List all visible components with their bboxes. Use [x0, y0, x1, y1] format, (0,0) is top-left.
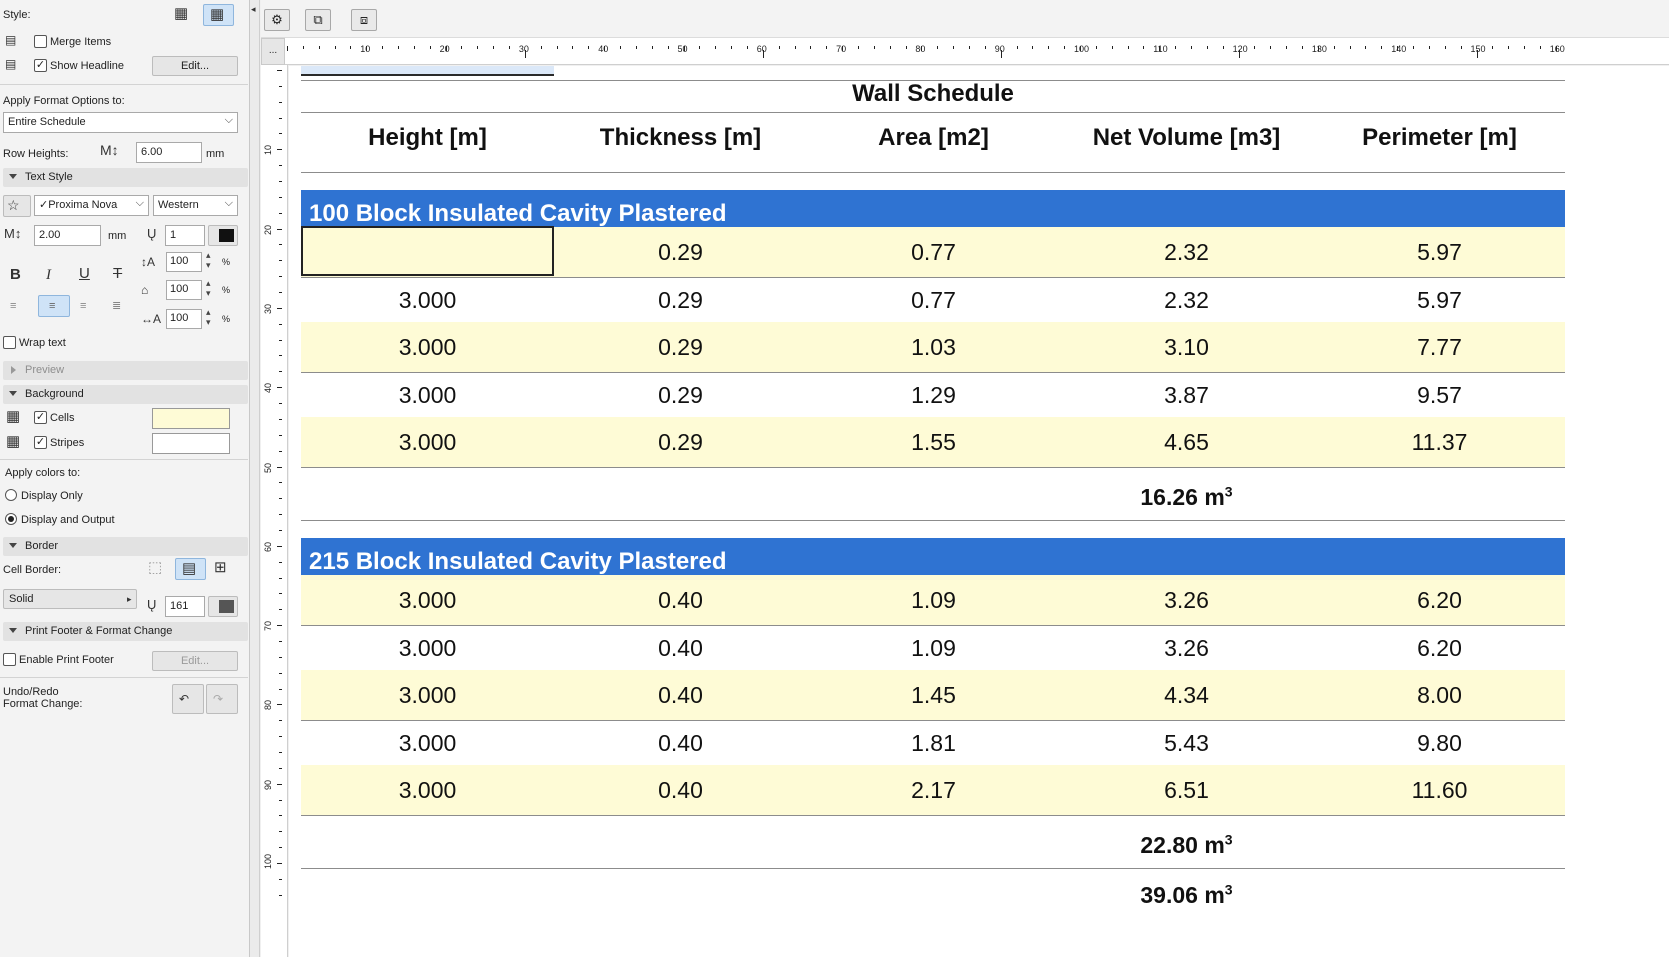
table-icon: ▦ [174, 5, 189, 22]
scale-spacing-input[interactable]: 100 [166, 309, 202, 329]
panel-collapse-handle[interactable] [250, 0, 260, 957]
print-footer-section-label: Print Footer & Format Change [25, 625, 173, 637]
preview-section-label: Preview [25, 364, 65, 376]
ruler-label: 100 [263, 853, 273, 869]
ruler-label: 60 [756, 44, 767, 54]
table-cell[interactable]: 3.26 [1164, 587, 1209, 613]
header-perimeter: Perimeter [m] [1362, 124, 1517, 151]
table-cell[interactable]: 3.26 [1164, 634, 1209, 661]
table-cell[interactable]: 0.40 [658, 777, 703, 804]
select-elements-button[interactable] [351, 9, 377, 31]
chevron-right-icon: ▸ [127, 594, 132, 604]
ruler-label: 50 [263, 462, 273, 473]
preview-section[interactable] [3, 361, 248, 380]
star-icon: ☆ [7, 197, 20, 213]
strikethrough-button[interactable]: T [113, 265, 123, 282]
char-spacing-icon: ↔A [141, 312, 162, 326]
place-icon: ⧉ [313, 12, 323, 27]
table-cell[interactable]: 1.03 [911, 334, 956, 361]
table-cell[interactable]: 5.97 [1417, 286, 1462, 313]
line-type-dropdown[interactable]: Solid [3, 589, 137, 609]
merge-items-checkbox[interactable] [34, 35, 47, 48]
ruler-label: 110 [1153, 44, 1168, 54]
row-heights-input[interactable]: 6.00 [136, 142, 202, 163]
scale-height-spinner[interactable] [206, 253, 214, 272]
redo-icon: ↷ [213, 692, 224, 706]
table-row[interactable] [301, 370, 1565, 420]
border-pen-icon: Ų [147, 597, 157, 612]
gear-icon: ⚙ [271, 12, 283, 27]
table-cell[interactable]: 3.000 [398, 682, 457, 709]
table-row[interactable] [301, 575, 1565, 625]
table-cell[interactable]: 11.37 [1411, 429, 1468, 456]
ruler-label: 40 [263, 383, 273, 394]
ruler-label: 30 [518, 44, 529, 54]
ruler-label: 120 [1232, 44, 1248, 54]
pen-icon: Ų [147, 226, 157, 241]
row-heights-unit: mm [206, 148, 225, 160]
underline-button[interactable]: U [79, 265, 90, 282]
table-cell[interactable]: 0.40 [658, 634, 703, 661]
ruler-label: 20 [439, 44, 450, 54]
table-cell[interactable]: 11.60 [1411, 777, 1468, 804]
percent-label-2: % [222, 285, 231, 295]
ruler-label: 160 [1549, 44, 1565, 54]
table-row[interactable] [301, 623, 1565, 673]
table-cell[interactable]: 3.10 [1164, 334, 1209, 361]
ruler-label: 70 [263, 621, 273, 632]
background-section-label: Background [25, 388, 84, 400]
table-row[interactable] [301, 765, 1565, 815]
merge-items-icon: ▤ [5, 33, 17, 47]
enable-print-footer-checkbox[interactable] [3, 653, 16, 666]
print-footer-section[interactable] [3, 622, 248, 641]
stripes-color-swatch[interactable] [152, 433, 230, 454]
table-cell[interactable]: 3.000 [398, 381, 457, 408]
stripes-label: Stripes [50, 437, 85, 449]
format-options-panel [0, 0, 250, 957]
table-cell[interactable]: 0.77 [911, 286, 956, 313]
cells-grid-icon: ▦ [6, 408, 21, 425]
vertical-ruler [261, 65, 288, 957]
table-cell[interactable]: 3.87 [1164, 381, 1209, 408]
grand-total-volume: 39.06 $m^3$ [1140, 881, 1233, 908]
pen-number-input[interactable]: 1 [165, 225, 205, 246]
table-cell[interactable]: 9.80 [1417, 729, 1462, 756]
ruler-label: 90 [994, 44, 1005, 54]
table-cell[interactable]: 1.55 [911, 429, 956, 456]
text-size-input[interactable]: 2.00 [34, 225, 101, 246]
text-style-section-label: Text Style [25, 171, 73, 183]
table-grid-icon: ▦ [210, 6, 225, 23]
cells-color-swatch[interactable] [152, 408, 230, 429]
show-headline-label: Show Headline [50, 60, 124, 72]
favorite-style-button[interactable] [3, 195, 31, 217]
border-none-icon: ⬚ [148, 559, 163, 576]
header-height: Height [m] [368, 124, 487, 151]
merge-items-label: Merge Items [50, 36, 112, 48]
table-row[interactable] [301, 275, 1565, 325]
ruler-label: 90 [263, 779, 273, 790]
align-justify-icon[interactable]: ≣ [112, 300, 122, 312]
align-right-icon[interactable]: ≡ [80, 300, 87, 312]
table-cell[interactable]: 1.81 [911, 729, 956, 756]
schedule-canvas [289, 66, 1669, 957]
font-dropdown[interactable]: ✓Proxima Nova ⌵ [34, 195, 149, 216]
undo-format-button[interactable] [172, 684, 204, 714]
percent-label-3: % [222, 314, 231, 324]
ruler-label: 80 [915, 44, 926, 54]
column-tab[interactable] [301, 66, 554, 76]
horizontal-ruler [261, 38, 1669, 65]
table-cell[interactable]: 0.29 [658, 429, 703, 456]
table-cell[interactable]: 2.32 [1164, 239, 1209, 265]
border-color-button[interactable] [208, 596, 238, 617]
ruler-label: 100 [1074, 44, 1090, 54]
display-only-radio[interactable] [5, 489, 17, 501]
ruler-label: 10 [360, 44, 371, 54]
table-cell[interactable]: 3.000 [398, 587, 457, 613]
ruler-corner-button[interactable]: ... [261, 38, 285, 65]
format-change-label: Format Change: [3, 698, 83, 710]
collapse-arrow-icon: ◂ [251, 4, 256, 14]
group2-total-volume: 22.80 $m^3$ [1140, 831, 1233, 858]
schedule-toolbar [261, 0, 1669, 38]
style-plain-button[interactable] [168, 4, 199, 26]
table-cell[interactable]: 3.000 [398, 777, 457, 804]
table-row[interactable] [301, 670, 1565, 720]
cells-checkbox[interactable]: ✓ [35, 411, 46, 423]
script-dropdown[interactable]: Western ⌵ [153, 195, 238, 216]
group-name: 100 Block Insulated Cavity Plastered [309, 200, 727, 227]
table-cell[interactable]: 0.29 [658, 239, 703, 265]
table-cell[interactable]: 1.09 [911, 634, 956, 661]
header-net-volume: Net Volume [m3] [1092, 124, 1281, 151]
group-name: 215 Block Insulated Cavity Plastered [309, 548, 727, 575]
enable-print-footer-label: Enable Print Footer [19, 654, 114, 666]
scale-height-input[interactable]: 100 [166, 252, 202, 272]
ruler-label: 80 [263, 700, 273, 711]
table-cell[interactable]: 0.29 [658, 286, 703, 313]
table-cell[interactable]: 0.29 [658, 381, 703, 408]
border-section-label: Border [25, 540, 59, 552]
bold-button[interactable]: B [10, 266, 21, 283]
ruler-label: 20 [263, 224, 273, 235]
row-heights-label: Row Heights: [3, 148, 69, 160]
border-pen-input[interactable]: 161 [165, 596, 205, 617]
table-cell[interactable]: 3.000 [398, 334, 457, 361]
apply-format-label: Apply Format Options to: [3, 95, 125, 107]
ruler-label: 130 [1311, 44, 1327, 54]
align-left-icon[interactable]: ≡ [10, 300, 17, 312]
table-row[interactable] [301, 718, 1565, 768]
show-headline-checkbox[interactable]: ✓ [35, 59, 46, 71]
ruler-label: 10 [263, 145, 273, 156]
border-section[interactable] [3, 537, 248, 556]
background-section[interactable] [3, 385, 248, 404]
text-size-icon: M↕ [4, 226, 22, 241]
table-cell[interactable]: 0.29 [658, 334, 703, 361]
table-cell[interactable]: 0.40 [658, 682, 703, 709]
percent-label-1: % [222, 257, 231, 267]
print-footer-edit-button[interactable]: Edit... [152, 651, 238, 671]
table-row[interactable] [301, 322, 1565, 372]
char-height-icon: ↕A [141, 255, 156, 269]
ruler-label: 140 [1391, 44, 1407, 54]
redo-format-button[interactable] [206, 684, 238, 714]
select-elements-icon: ⧈ [359, 12, 369, 27]
selected-cell[interactable] [301, 226, 554, 276]
text-size-unit: mm [108, 230, 127, 242]
headline-icon: ▤ [5, 57, 17, 71]
stripes-grid-icon: ▦ [6, 433, 21, 450]
table-cell[interactable]: 0.77 [911, 239, 956, 265]
ruler-label: 50 [677, 44, 688, 54]
italic-button[interactable]: I [46, 267, 51, 283]
place-drawing-button[interactable] [305, 9, 331, 31]
table-cell[interactable]: 3.000 [398, 286, 457, 313]
display-only-label: Display Only [21, 490, 83, 502]
header-area: Area [m2] [878, 124, 989, 151]
align-center-button[interactable] [38, 295, 70, 317]
ruler-label: 60 [263, 541, 273, 552]
schedule-title: Wall Schedule [852, 80, 1014, 107]
undo-icon: ↶ [179, 692, 190, 706]
table-cell[interactable]: 6.20 [1417, 634, 1462, 661]
table-cell[interactable]: 8.00 [1417, 682, 1462, 709]
display-output-label: Display and Output [21, 514, 115, 526]
table-cell[interactable]: 3.000 [398, 729, 457, 756]
table-cell[interactable]: 2.17 [911, 777, 956, 804]
table-cell[interactable]: 3.000 [398, 429, 457, 456]
scale-width-spinner[interactable] [206, 281, 214, 300]
cell-border-label: Cell Border: [3, 564, 62, 576]
table-cell[interactable]: 3.000 [398, 634, 457, 661]
headline-edit-button[interactable]: Edit... [152, 56, 238, 76]
table-cell[interactable]: 4.65 [1164, 429, 1209, 456]
table-cell[interactable]: 1.29 [911, 381, 956, 408]
apply-colors-label: Apply colors to: [5, 467, 81, 479]
style-grid-button[interactable] [203, 4, 234, 26]
border-horizontal-button[interactable] [175, 558, 206, 580]
ruler-label: 40 [598, 44, 609, 54]
table-cell[interactable]: 6.51 [1164, 777, 1209, 804]
border-horizontal-icon: ▤ [182, 560, 197, 577]
table-cell[interactable]: 7.77 [1417, 334, 1462, 361]
pen-color-button[interactable] [208, 225, 238, 246]
border-all-icon: ⊞ [214, 559, 227, 576]
table-cell[interactable]: 1.09 [911, 587, 956, 613]
ruler-label: 70 [836, 44, 847, 54]
undo-redo-label: Undo/Redo [3, 686, 59, 698]
border-none-button[interactable] [142, 558, 173, 580]
border-all-button[interactable] [208, 558, 239, 580]
cells-label: Cells [50, 412, 75, 424]
table-cell[interactable]: 5.43 [1164, 729, 1209, 756]
header-thickness: Thickness [m] [599, 124, 762, 151]
table-cell[interactable]: 1.45 [911, 682, 956, 709]
display-output-radio[interactable] [5, 513, 17, 525]
stripes-checkbox[interactable]: ✓ [35, 436, 46, 448]
table-cell[interactable]: 0.40 [658, 729, 703, 756]
wrap-text-label: Wrap text [19, 337, 66, 349]
table-cell[interactable]: 9.57 [1417, 381, 1462, 408]
ruler-label: 150 [1470, 44, 1486, 54]
style-label: Style: [3, 9, 31, 21]
char-width-icon: ⌂ [141, 283, 149, 297]
align-center-icon: ≡ [49, 300, 56, 312]
table-cell[interactable]: 5.97 [1417, 239, 1462, 265]
table-cell[interactable]: 0.40 [658, 587, 703, 613]
apply-format-dropdown[interactable]: Entire Schedule ⌵ [3, 112, 238, 133]
row-height-icon: M↕ [100, 142, 119, 158]
group1-total-volume: 16.26 $m^3$ [1140, 483, 1233, 510]
wrap-text-checkbox[interactable] [3, 336, 16, 349]
table-row[interactable] [301, 417, 1565, 467]
table-cell[interactable]: 6.20 [1417, 587, 1462, 613]
table-cell[interactable]: 2.32 [1164, 286, 1209, 313]
text-style-section[interactable] [3, 168, 248, 187]
scale-width-input[interactable]: 100 [166, 280, 202, 300]
settings-button[interactable] [264, 9, 290, 31]
scale-spacing-spinner[interactable] [206, 310, 214, 329]
table-cell[interactable]: 4.34 [1164, 682, 1209, 709]
ruler-label: 30 [263, 303, 273, 314]
